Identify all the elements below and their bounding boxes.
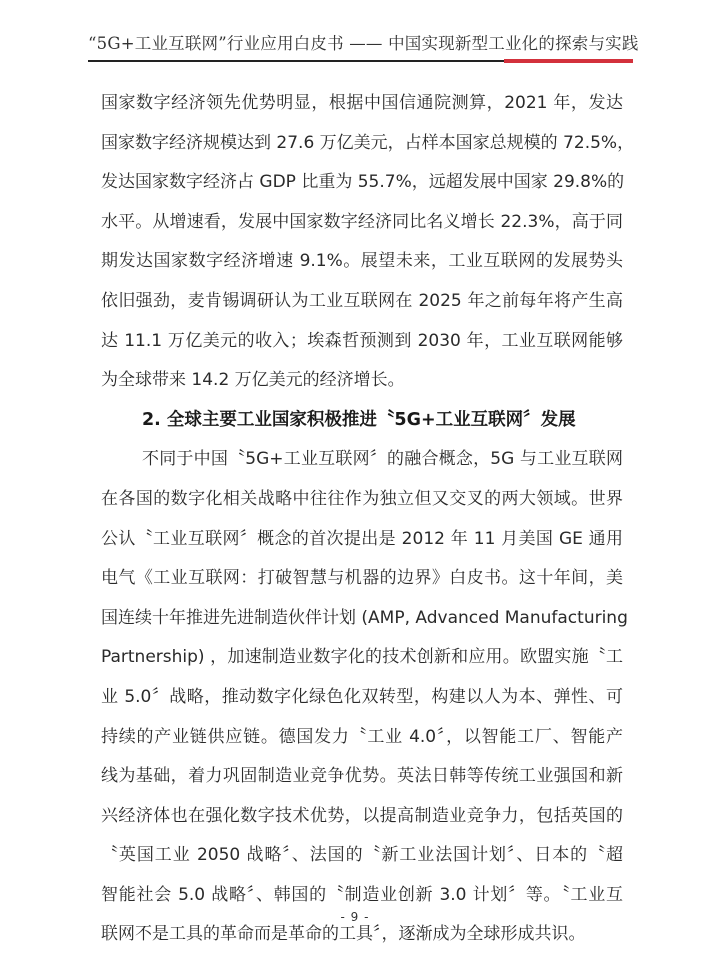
text-line: 公认〝工业互联网〞概念的首次提出是 2012 年 11 月美国 GE 通用 — [101, 528, 623, 549]
page-body — [101, 84, 635, 955]
text-line: 业 5.0〞战略，推动数字化绿色化双转型，构建以人为本、弹性、可 — [101, 686, 623, 707]
page-number: - 9 - — [340, 910, 370, 924]
text-line: 为全球带来 14.2 万亿美元的经济增长。 — [101, 370, 405, 391]
text-line: 达 11.1 万亿美元的收入；埃森哲预测到 2030 年，工业互联网能够 — [101, 330, 623, 351]
text-line: Partnership) ，加速制造业数字化的技术创新和应用。欧盟实施〝工 — [101, 647, 623, 668]
text-line: 在各国的数字化相关战略中往往作为独立但又交叉的两大领域。世界 — [101, 488, 623, 509]
header-rule-red — [504, 59, 633, 63]
text-line: 水平。从增速看，发展中国家数字经济同比名义增长 22.3%，高于同 — [101, 211, 623, 232]
text-line: 不同于中国〝5G+工业互联网〞的融合概念，5G 与工业互联网 — [142, 449, 623, 470]
text-line: 期发达国家数字经济增速 9.1%。展望未来，工业互联网的发展势头 — [101, 251, 623, 272]
text-line: 持续的产业链供应链。德国发力〝工业 4.0〞，以智能工厂、智能产 — [101, 726, 623, 747]
section-heading: 2. 全球主要工业国家积极推进〝5G+工业互联网〞发展 — [142, 409, 576, 430]
paragraph-economy — [101, 84, 635, 401]
text-line: 兴经济体也在强化数字技术优势，以提高制造业竞争力，包括英国的 — [101, 805, 623, 826]
text-line: 国家数字经济领先优势明显，根据中国信通院测算，2021 年，发达 — [101, 93, 623, 113]
paragraph-global — [101, 440, 628, 955]
header-rule-black — [88, 60, 504, 62]
text-line: 国家数字经济规模达到 27.6 万亿美元，占样本国家总规模的 72.5%， — [101, 132, 635, 153]
text-line: 智能社会 5.0 战略〞、韩国的〝制造业创新 3.0 计划〞等。〝工业互 — [101, 884, 623, 905]
text-line: 电气《工业互联网：打破智慧与机器的边界》白皮书。这十年间，美 — [101, 568, 623, 589]
text-line: 发达国家数字经济占 GDP 比重为 55.7%，远超发展中国家 29.8%的 — [101, 172, 625, 193]
text-line: 联网不是工具的革命而是革命的工具〞，逐渐成为全球形成共识。 — [101, 924, 586, 945]
running-header: “5G+工业互联网”行业应用白皮书 —— 中国实现新型工业化的探索与实践 — [88, 34, 639, 53]
text-line: 〝英国工业 2050 战略〞、法国的〝新工业法国计划〞、日本的〝超 — [101, 845, 623, 866]
text-line: 线为基础，着力巩固制造业竞争优势。英法日韩等传统工业强国和新 — [101, 766, 623, 787]
text-line: 依旧强劲，麦肯锡调研认为工业互联网在 2025 年之前每年将产生高 — [101, 290, 623, 311]
text-line: 国连续十年推进先进制造伙伴计划 (AMP, Advanced Manufacturing — [101, 607, 628, 628]
